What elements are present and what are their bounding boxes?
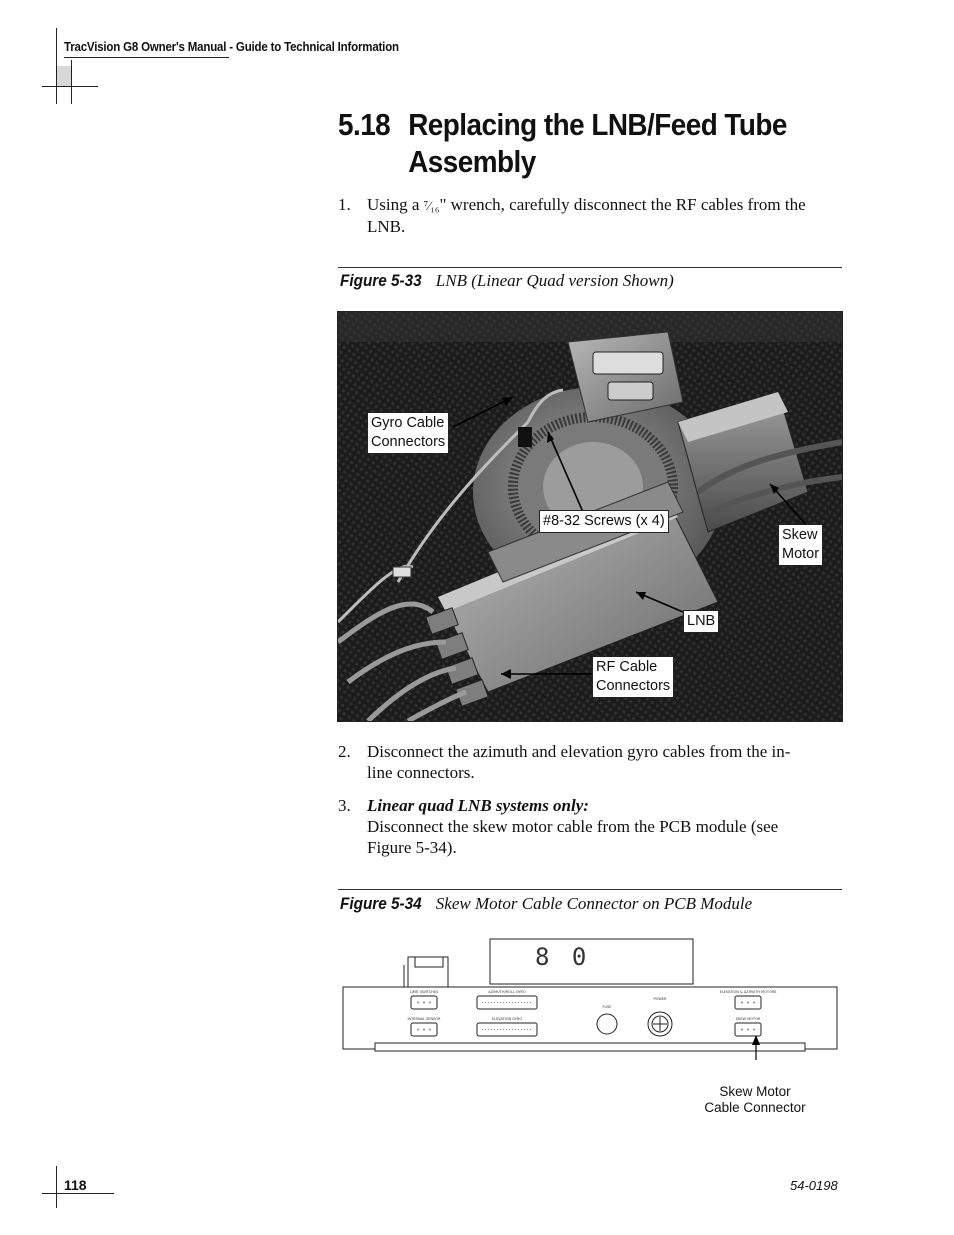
- callout-screws: #8-32 Screws (x 4): [539, 510, 669, 533]
- fraction: ⁷⁄₁₆: [423, 198, 440, 213]
- running-header: TracVision G8 Owner's Manual - Guide to Technical Information: [64, 40, 399, 54]
- figure-caption-text: LNB (Linear Quad version Shown): [435, 271, 674, 290]
- callout-line: Gyro Cable: [371, 415, 445, 431]
- port-label: LIMIT SWITCHES: [409, 990, 439, 994]
- section-title: [338, 106, 806, 180]
- page-number: 118: [64, 1177, 87, 1193]
- callout-lnb: LNB: [683, 610, 719, 633]
- callout-line: Skew Motor: [719, 1084, 791, 1099]
- figure-caption: [340, 271, 674, 291]
- crop-mark-bottom-v: [56, 1166, 57, 1208]
- section-title-line1: Replacing the LNB/Feed Tube: [408, 107, 787, 142]
- step-text-part: Using a: [367, 195, 424, 214]
- step-text: [367, 194, 807, 237]
- step-text: Disconnect the azimuth and elevation gyro cables from the in-line connectors.: [367, 742, 791, 782]
- display-readout: 8 0: [535, 943, 591, 971]
- header-rule: [64, 57, 229, 58]
- crop-mark-square: [57, 66, 71, 86]
- step-number: 3.: [338, 796, 351, 815]
- port-label: ELEVATION GYRO: [491, 1017, 523, 1021]
- port-label: SKEW MOTOR: [735, 1017, 761, 1021]
- document-number: 54-0198: [790, 1178, 838, 1193]
- section-title-line2: Assembly: [408, 144, 536, 179]
- callout-line: Skew: [782, 527, 818, 543]
- callout-line: Motor: [782, 546, 820, 562]
- port-label: FUSE: [602, 1005, 612, 1009]
- figure-caption: [340, 894, 752, 914]
- callout-line: Connectors: [596, 678, 671, 694]
- lnb-photo: [337, 311, 843, 722]
- callout-gyro-cable-connectors: [367, 412, 449, 454]
- skew-motor-callout: [680, 1084, 830, 1116]
- port-label: POWER: [653, 997, 667, 1001]
- step-text: [367, 795, 807, 858]
- figure-caption-text: Skew Motor Cable Connector on PCB Module: [435, 894, 753, 913]
- step-2: [338, 741, 818, 785]
- step-text-body: Disconnect the skew motor cable from the PCB module (see Figure 5-34).: [367, 817, 779, 857]
- figure-rule: [338, 267, 842, 268]
- callout-skew-motor: [778, 524, 823, 566]
- step-3: [338, 795, 818, 861]
- callout-line: Cable Connector: [704, 1100, 806, 1115]
- port-label: AZIMUTH/ROLL GYRO: [488, 990, 526, 994]
- port-label: ELEVATION & AZIMUTH MOTORS: [719, 990, 777, 994]
- figure-label: Figure 5-33: [340, 271, 422, 290]
- step-number: 2.: [338, 742, 351, 761]
- pcb-module-drawing: [340, 935, 840, 1060]
- step-emphasis: Linear quad LNB systems only:: [367, 796, 589, 815]
- callout-rf-cable-connectors: [592, 656, 674, 698]
- callout-line: RF Cable: [596, 659, 658, 675]
- figure-rule: [338, 889, 842, 890]
- crop-mark-bottom-h: [42, 1193, 114, 1194]
- section-number: 5.18: [338, 107, 391, 142]
- figure-label: Figure 5-34: [340, 894, 422, 913]
- crop-mark-top-h: [42, 86, 98, 87]
- step-text-part: " wrench, carefully disconnect the RF cables from the LNB.: [367, 195, 806, 236]
- callout-line: Connectors: [371, 434, 446, 450]
- port-label: INTERNAL SENSOR: [407, 1017, 441, 1021]
- crop-mark-top-v2: [71, 60, 72, 104]
- step-number: 1.: [338, 195, 351, 214]
- step-1: [338, 194, 818, 238]
